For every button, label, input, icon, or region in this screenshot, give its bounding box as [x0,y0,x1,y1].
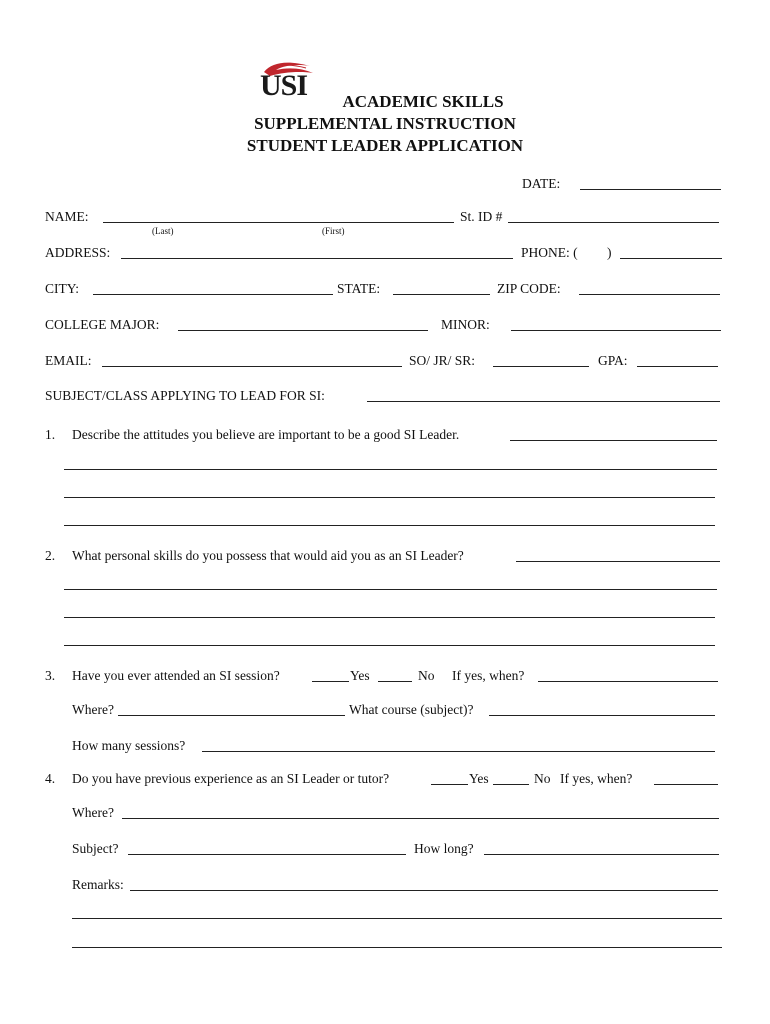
first-name-hint: (First) [322,226,345,236]
question-2-answer-line-1[interactable] [516,561,720,562]
major-label: COLLEGE MAJOR: [45,317,160,332]
header-line-2: SUPPLEMENTAL INSTRUCTION [254,114,516,133]
q4-yes-blank[interactable] [431,784,468,785]
class-year-field[interactable] [493,366,589,367]
q4-where-field[interactable] [122,818,719,819]
major-field[interactable] [178,330,428,331]
remarks-line-1[interactable] [130,890,718,891]
last-name-hint: (Last) [152,226,174,236]
address-field[interactable] [121,258,513,259]
q3-yes-label: Yes [350,668,370,683]
question-3-number: 3. [45,668,56,683]
q3-when-label: If yes, when? [452,668,525,683]
q3-no-blank[interactable] [378,681,412,682]
name-label: NAME: [45,209,89,224]
subject-class-label: SUBJECT/CLASS APPLYING TO LEAD FOR SI: [45,388,325,403]
email-label: EMAIL: [45,353,92,368]
class-year-label: SO/ JR/ SR: [409,353,476,368]
q3-sessions-field[interactable] [202,751,715,752]
q4-howlong-field[interactable] [484,854,719,855]
q3-yes-blank[interactable] [312,681,349,682]
minor-field[interactable] [511,330,721,331]
question-1-answer-line-2[interactable] [64,469,717,470]
zip-label: ZIP CODE: [497,281,561,296]
question-2-answer-line-3[interactable] [64,617,715,618]
date-field[interactable] [580,189,721,190]
student-id-label: St. ID # [460,209,503,224]
question-2-answer-line-4[interactable] [64,645,715,646]
question-3-text: Have you ever attended an SI session? [72,668,280,683]
date-label: DATE: [522,176,561,191]
logo-text: USI [260,69,308,102]
q3-where-label: Where? [72,702,114,717]
email-field[interactable] [102,366,402,367]
remarks-line-2[interactable] [72,918,722,919]
question-2-text: What personal skills do you possess that would aid you as an SI Leader? [72,548,464,563]
minor-label: MINOR: [441,317,490,332]
address-label: ADDRESS: [45,245,111,260]
subject-class-field[interactable] [367,401,720,402]
q4-yes-label: Yes [469,771,489,786]
phone-field[interactable] [620,258,722,259]
question-1-text: Describe the attitudes you believe are important to be a good SI Leader. [72,427,460,442]
state-label: STATE: [337,281,381,296]
state-field[interactable] [393,294,490,295]
phone-paren-close: ) [607,245,612,260]
q4-howlong-label: How long? [414,841,474,856]
question-1-answer-line-1[interactable] [510,440,717,441]
q4-subject-field[interactable] [128,854,406,855]
city-label: CITY: [45,281,80,296]
name-field[interactable] [103,222,454,223]
q4-remarks-label: Remarks: [72,877,124,892]
question-1-answer-line-3[interactable] [64,497,715,498]
q3-course-label: What course (subject)? [349,702,474,717]
q4-no-label: No [534,771,551,786]
header-line-1: ACADEMIC SKILLS [342,92,504,111]
question-2-answer-line-2[interactable] [64,589,717,590]
q4-when-field[interactable] [654,784,718,785]
gpa-field[interactable] [637,366,718,367]
city-field[interactable] [93,294,333,295]
q4-when-label: If yes, when? [560,771,633,786]
student-id-field[interactable] [508,222,719,223]
question-1-number: 1. [45,427,56,442]
header-line-3: STUDENT LEADER APPLICATION [246,136,524,155]
q4-no-blank[interactable] [493,784,529,785]
q3-where-field[interactable] [118,715,345,716]
phone-label: PHONE: ( [521,245,578,260]
gpa-label: GPA: [598,353,628,368]
question-4-number: 4. [45,771,56,786]
q3-sessions-label: How many sessions? [72,738,186,753]
q3-course-field[interactable] [489,715,715,716]
remarks-line-3[interactable] [72,947,722,948]
q3-no-label: No [418,668,435,683]
question-2-number: 2. [45,548,56,563]
q4-where-label: Where? [72,805,114,820]
question-1-answer-line-4[interactable] [64,525,715,526]
question-4-text: Do you have previous experience as an SI Leader or tutor? [72,771,390,786]
zip-field[interactable] [579,294,720,295]
q3-when-field[interactable] [538,681,718,682]
q4-subject-label: Subject? [72,841,119,856]
